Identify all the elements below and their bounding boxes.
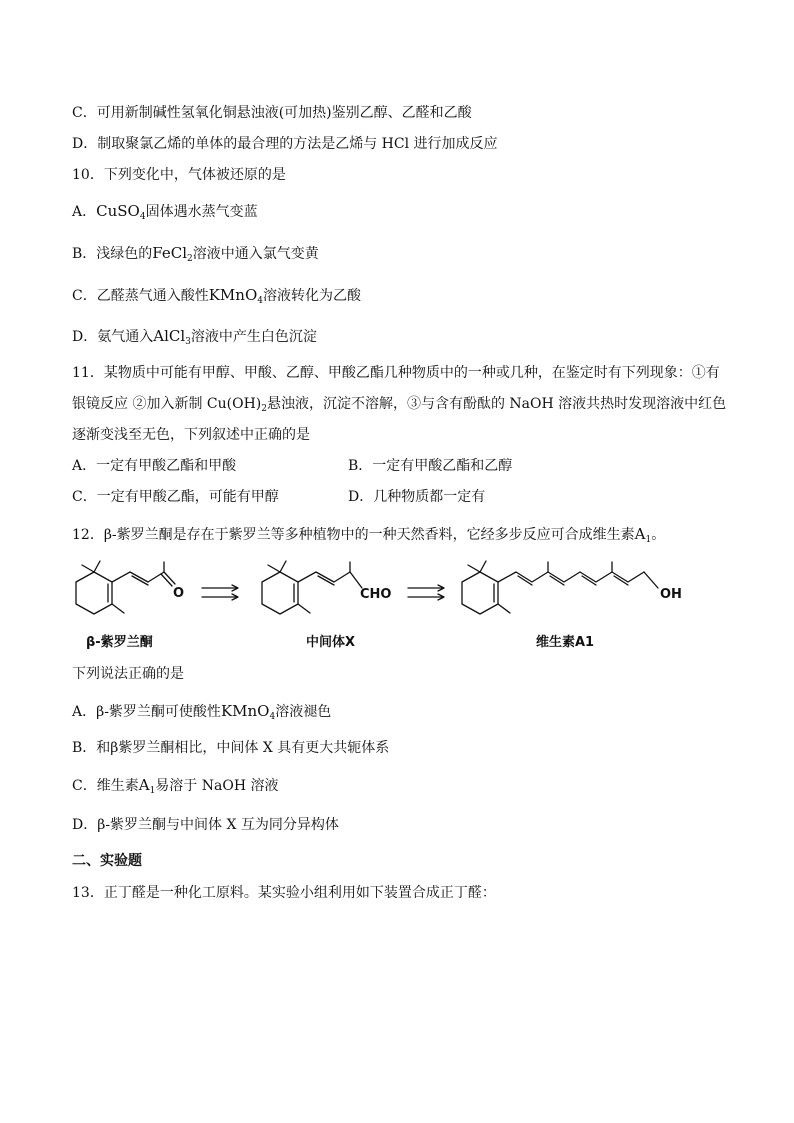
beta-ionone-structure [76,561,175,614]
q11-option-a: A．一定有甲酸乙酯和甲酸 [72,458,237,474]
section-title-experiment: 二、实验题 [72,853,142,869]
q12-option-c: C．维生素$A_1$易溶于 NaOH 溶液 [72,776,279,796]
q11-stem-line1: 11．某物质中可能有甲醇、甲酸、乙醇、甲酸乙酯几种物质中的一种或几种，在鉴定时有下列现象：①有 [72,365,720,381]
q12-stem: 12．β-紫罗兰酮是存在于紫罗兰等多种植物中的一种天然香料，它经多步反应可合成维生素$A_1$。 [72,525,666,545]
intermediate-x-label: 中间体X [306,635,356,650]
q13-stem: 13．正丁醛是一种化工原料。某实验小组利用如下装置合成正丁醛： [72,885,496,901]
cho-label: CHO [360,587,392,602]
vitamin-a1-structure [462,561,658,614]
q11-stem-line2: 银镜反应 ②加入新制 $Cu(OH)_2$悬浊液，沉淀不溶解，③与含有酚酞的 NaOH 溶液共热时发现溶液中红色 [72,396,727,414]
q12-prompt: 下列说法正确的是 [72,666,184,682]
q10-option-c: C．乙醛蒸气通入酸性KMnO$_4$溶液转化为乙酸 [72,286,361,306]
q12-option-d: D．β-紫罗兰酮与中间体 X 互为同分异构体 [72,817,339,833]
q9-option-c: C．可用新制碱性氢氧化铜悬浊液(可加热)鉴别乙醇、乙醛和乙酸 [72,105,472,121]
carbonyl-o-label: O [173,586,185,601]
oh-label: OH [660,587,682,602]
reaction-arrows-1 [202,585,238,600]
reaction-scheme [60,558,700,658]
q10-option-b: B．浅绿色的FeCl$_2$溶液中通入氯气变黄 [72,244,319,264]
q10-option-a: A．CuSO$_4$固体遇水蒸气变蓝 [72,202,258,222]
q10-option-d: D．氨气通入AlCl$_3$溶液中产生白色沉淀 [72,327,317,347]
q11-option-d: D．几种物质都一定有 [348,489,486,505]
intermediate-x-structure [262,561,362,614]
vitamin-a1-label: 维生素A1 [536,635,595,650]
q10-stem: 10．下列变化中，气体被还原的是 [72,167,286,183]
q12-option-b: B．和β紫罗兰酮相比，中间体 X 具有更大共轭体系 [72,740,390,756]
reaction-arrows-2 [408,585,444,600]
q11-option-c: C．一定有甲酸乙酯，可能有甲醇 [72,489,279,505]
q11-option-b: B．一定有甲酸乙酯和乙醇 [348,458,513,474]
q12-option-a: A．β-紫罗兰酮可使酸性KMnO$_4$溶液褪色 [72,702,332,722]
beta-ionone-label: β-紫罗兰酮 [86,635,153,650]
q9-option-d: D．制取聚氯乙烯的单体的最合理的方法是乙烯与 HCl 进行加成反应 [72,136,498,152]
q11-stem-line3: 逐渐变浅至无色，下列叙述中正确的是 [72,427,310,443]
